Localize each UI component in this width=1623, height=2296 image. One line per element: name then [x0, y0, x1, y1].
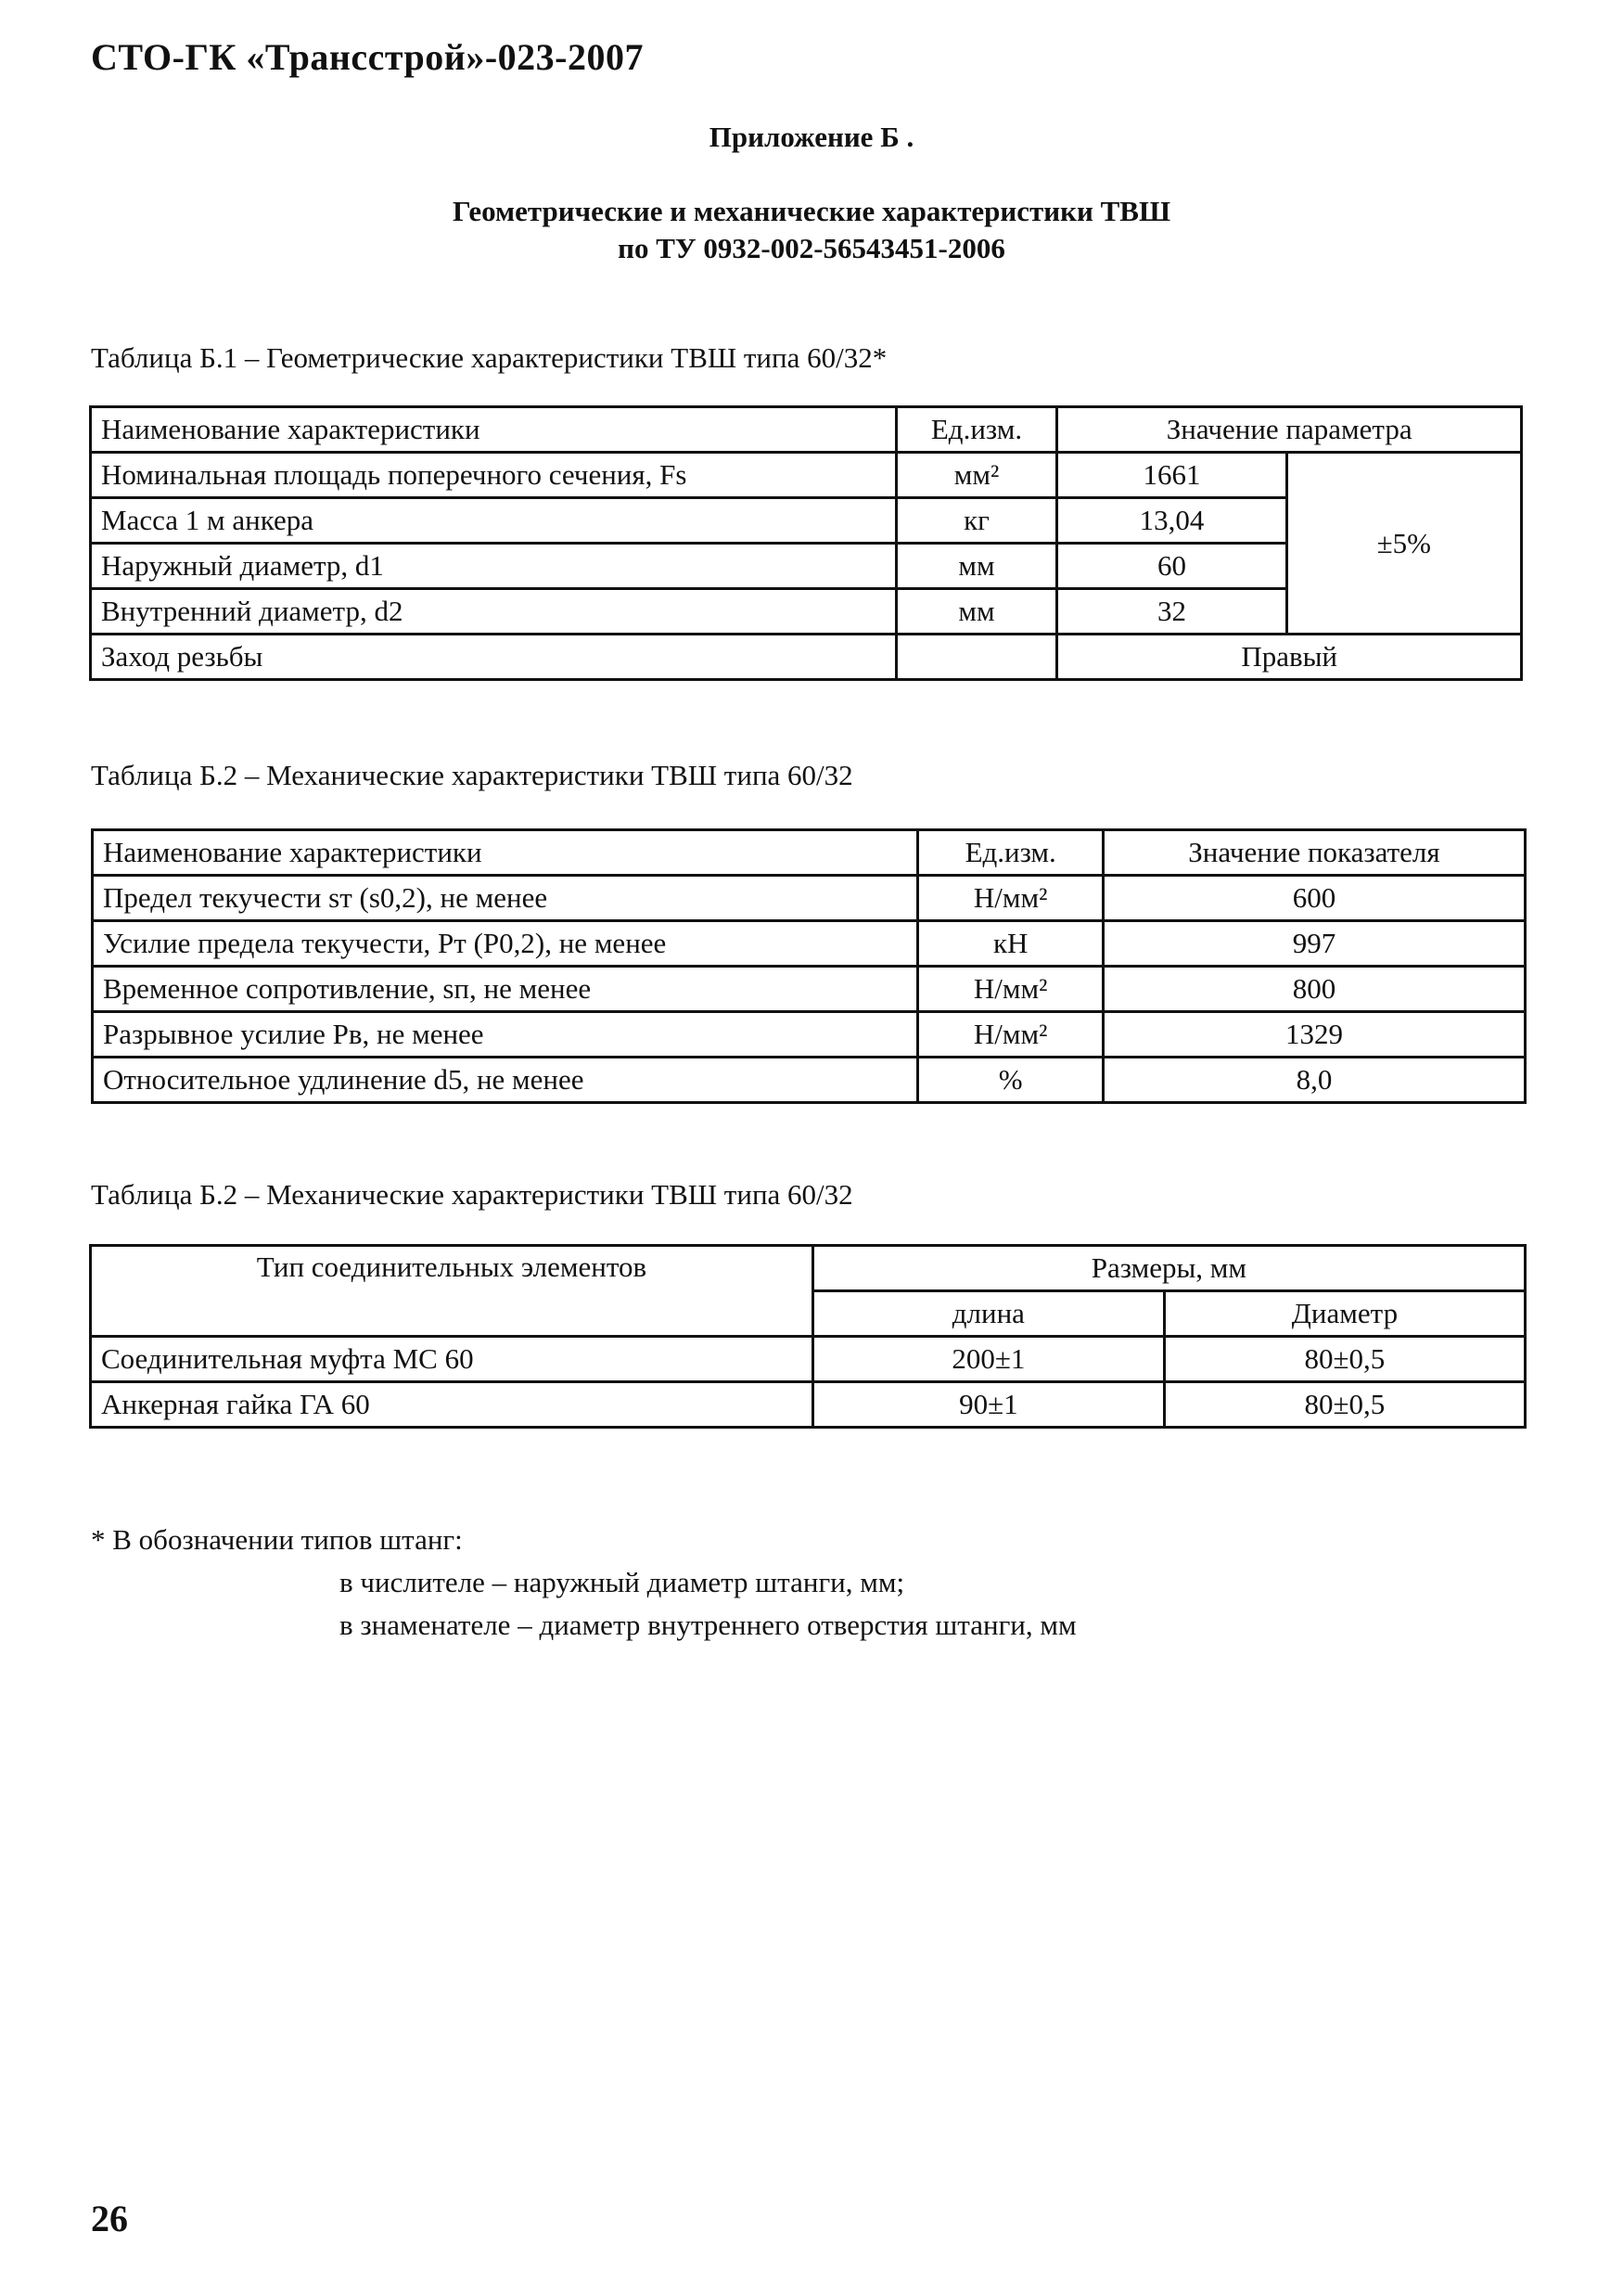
table-header-row [91, 1246, 1526, 1291]
row-value: 1661 [1057, 453, 1286, 498]
row-value: 1329 [1103, 1012, 1525, 1058]
row-value: Правый [1057, 635, 1522, 680]
row-name: Разрывное усилие Pв, не менее [93, 1012, 918, 1058]
row-name: Наружный диаметр, d1 [91, 544, 897, 589]
page-number: 26 [91, 2198, 128, 2239]
row-unit: кг [896, 498, 1057, 544]
table-row [91, 1337, 1526, 1382]
header-sizes: Размеры, мм [812, 1246, 1525, 1291]
row-value: 600 [1103, 876, 1525, 921]
mechanical-characteristics-table [91, 828, 1527, 1104]
appendix-title: Приложение Б . [709, 121, 914, 153]
header-type: Тип соединительных элементов [91, 1246, 813, 1337]
table-row [93, 967, 1526, 1012]
header-value: Значение показателя [1103, 830, 1525, 876]
table3-caption: Таблица Б.2 – Механические характеристики ТВШ типа 60/32 [91, 1178, 853, 1211]
header-unit: Ед.изм. [896, 407, 1057, 453]
tolerance-cell: ±5% [1286, 453, 1521, 635]
section-title-line-2: по ТУ 0932-002-56543451-2006 [618, 232, 1005, 264]
table-row [91, 635, 1522, 680]
document-code: СТО-ГК «Трансстрой»-023-2007 [91, 36, 644, 78]
header-unit: Ед.изм. [918, 830, 1104, 876]
row-unit: Н/мм² [918, 876, 1104, 921]
row-name: Анкерная гайка ГА 60 [91, 1382, 813, 1428]
row-name: Относительное удлинение d5, не менее [93, 1058, 918, 1103]
header-length: длина [812, 1291, 1164, 1337]
table-header-row [93, 830, 1526, 876]
row-value: 13,04 [1057, 498, 1286, 544]
row-length: 200±1 [812, 1337, 1164, 1382]
footnote-heading: * В обозначении типов штанг: [91, 1523, 463, 1556]
row-unit: % [918, 1058, 1104, 1103]
row-name: Соединительная муфта МС 60 [91, 1337, 813, 1382]
row-unit: мм² [896, 453, 1057, 498]
row-value: 60 [1057, 544, 1286, 589]
row-length: 90±1 [812, 1382, 1164, 1428]
footnote-line-2: в знаменателе – диаметр внутреннего отверстия штанги, мм [339, 1609, 1077, 1641]
table-row [93, 921, 1526, 967]
table-row [91, 1382, 1526, 1428]
geometric-characteristics-table [89, 405, 1523, 681]
table-row [93, 876, 1526, 921]
header-value: Значение параметра [1057, 407, 1522, 453]
table-row [93, 1058, 1526, 1103]
row-diameter: 80±0,5 [1164, 1337, 1525, 1382]
row-name: Внутренний диаметр, d2 [91, 589, 897, 635]
row-value: 32 [1057, 589, 1286, 635]
row-unit [896, 635, 1057, 680]
row-value: 800 [1103, 967, 1525, 1012]
header-name: Наименование характеристики [91, 407, 897, 453]
row-unit: мм [896, 589, 1057, 635]
table-row [91, 453, 1522, 498]
row-name: Заход резьбы [91, 635, 897, 680]
header-diameter: Диаметр [1164, 1291, 1525, 1337]
footnote-line-1: в числителе – наружный диаметр штанги, мм; [339, 1566, 905, 1598]
row-name: Временное сопротивление, sп, не менее [93, 967, 918, 1012]
row-name: Предел текучести sт (s0,2), не менее [93, 876, 918, 921]
row-unit: Н/мм² [918, 1012, 1104, 1058]
row-unit: мм [896, 544, 1057, 589]
table-header-row [91, 407, 1522, 453]
connecting-elements-table [89, 1244, 1527, 1429]
row-unit: кН [918, 921, 1104, 967]
row-name: Номинальная площадь поперечного сечения, Fs [91, 453, 897, 498]
row-unit: Н/мм² [918, 967, 1104, 1012]
header-name: Наименование характеристики [93, 830, 918, 876]
section-title-line-1: Геометрические и механические характеристики ТВШ [452, 195, 1171, 227]
row-name: Масса 1 м анкера [91, 498, 897, 544]
table2-caption: Таблица Б.2 – Механические характеристики ТВШ типа 60/32 [91, 759, 853, 791]
row-value: 8,0 [1103, 1058, 1525, 1103]
row-value: 997 [1103, 921, 1525, 967]
row-name: Усилие предела текучести, Pт (P0,2), не менее [93, 921, 918, 967]
table1-caption: Таблица Б.1 – Геометрические характеристики ТВШ типа 60/32* [91, 341, 888, 374]
row-diameter: 80±0,5 [1164, 1382, 1525, 1428]
table-row [93, 1012, 1526, 1058]
